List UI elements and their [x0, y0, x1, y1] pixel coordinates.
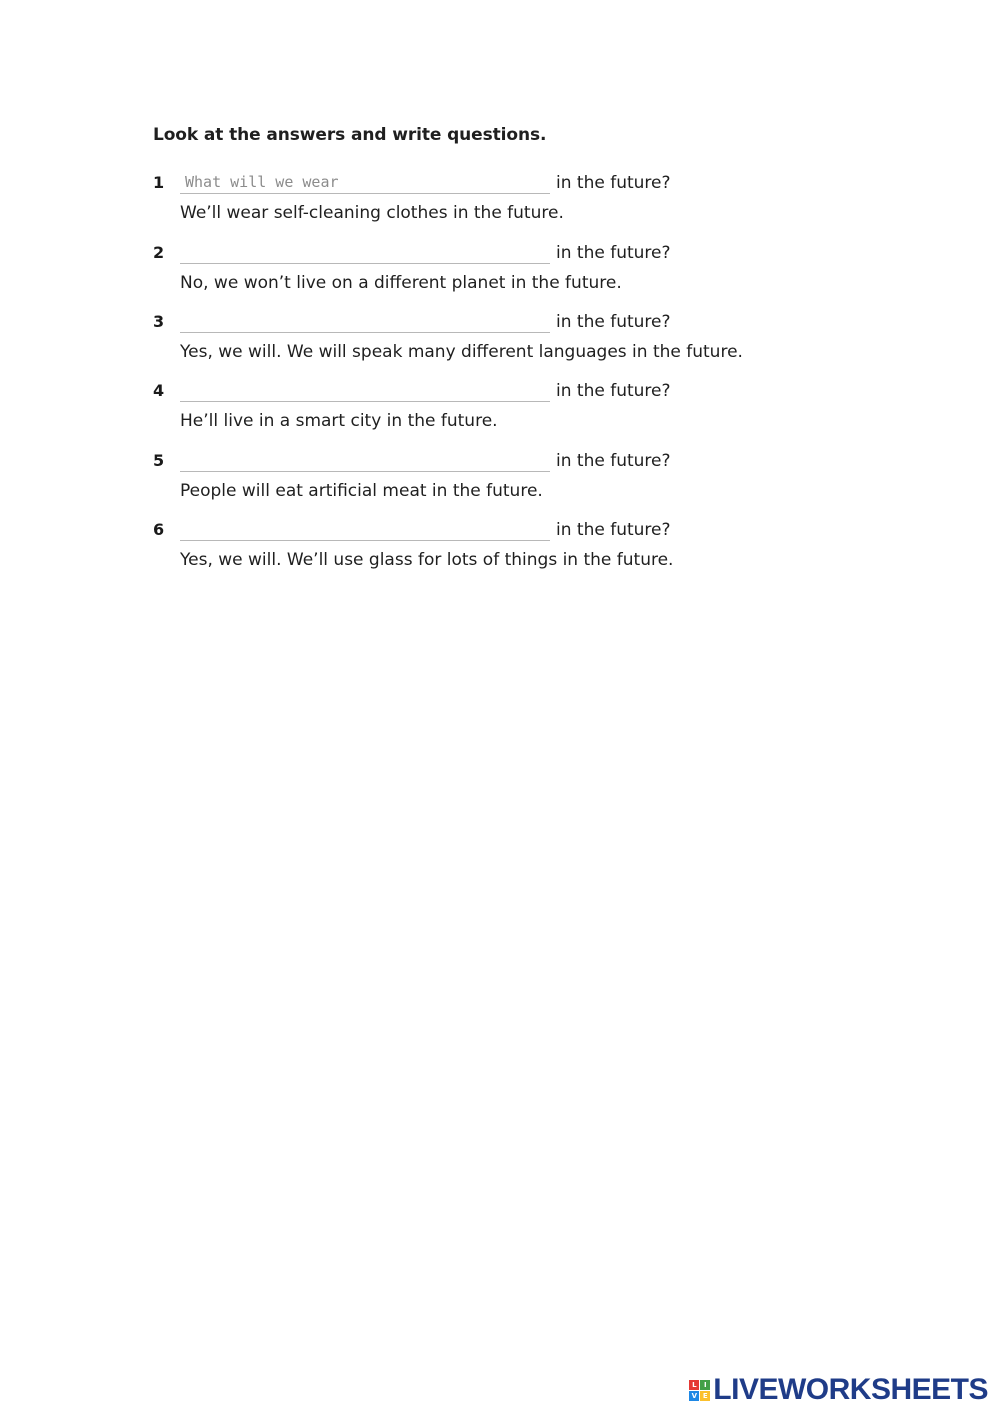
- logo-mark-letter: E: [700, 1391, 710, 1401]
- exercise-item-2: [153, 243, 853, 303]
- answer-input-1[interactable]: [180, 173, 553, 192]
- answer-sentence: People will eat artificial meat in the future.: [180, 481, 543, 501]
- answer-sentence: No, we won’t live on a different planet in the future.: [180, 273, 622, 293]
- answer-line: [180, 451, 550, 472]
- liveworksheets-logo: [689, 1375, 988, 1405]
- item-number: 3: [153, 312, 165, 331]
- instruction-heading: Look at the answers and write questions.: [153, 125, 547, 145]
- answer-line: [180, 381, 550, 402]
- answer-input-5[interactable]: [180, 451, 553, 470]
- answer-input-2[interactable]: [180, 243, 553, 262]
- logo-mark-letter: V: [689, 1391, 699, 1401]
- question-suffix: in the future?: [556, 451, 671, 471]
- question-suffix: in the future?: [556, 173, 671, 193]
- question-suffix: in the future?: [556, 520, 671, 540]
- answer-line: [180, 243, 550, 264]
- item-number: 4: [153, 381, 165, 400]
- logo-mark-letter: I: [700, 1380, 710, 1390]
- exercise-item-1: [153, 173, 853, 233]
- answer-input-3[interactable]: [180, 312, 553, 331]
- question-suffix: in the future?: [556, 381, 671, 401]
- question-suffix: in the future?: [556, 312, 671, 332]
- exercise-item-4: [153, 381, 853, 441]
- answer-line: [180, 173, 550, 194]
- logo-mark-icon: [689, 1380, 710, 1401]
- answer-sentence: He’ll live in a smart city in the future.: [180, 411, 498, 431]
- exercise-item-6: [153, 520, 853, 580]
- answer-line: [180, 312, 550, 333]
- answer-sentence: Yes, we will. We’ll use glass for lots of things in the future.: [180, 550, 674, 570]
- answer-line: [180, 520, 550, 541]
- item-number: 2: [153, 243, 165, 262]
- item-number: 1: [153, 173, 165, 192]
- exercise-item-5: [153, 451, 853, 511]
- logo-mark-letter: L: [689, 1380, 699, 1390]
- answer-sentence: We’ll wear self-cleaning clothes in the future.: [180, 203, 564, 223]
- logo-text: LIVEWORKSHEETS: [713, 1373, 988, 1406]
- item-number: 6: [153, 520, 165, 539]
- item-number: 5: [153, 451, 165, 470]
- answer-sentence: Yes, we will. We will speak many different languages in the future.: [180, 342, 743, 362]
- answer-input-6[interactable]: [180, 520, 553, 539]
- question-suffix: in the future?: [556, 243, 671, 263]
- exercise-item-3: [153, 312, 853, 372]
- answer-input-4[interactable]: [180, 381, 553, 400]
